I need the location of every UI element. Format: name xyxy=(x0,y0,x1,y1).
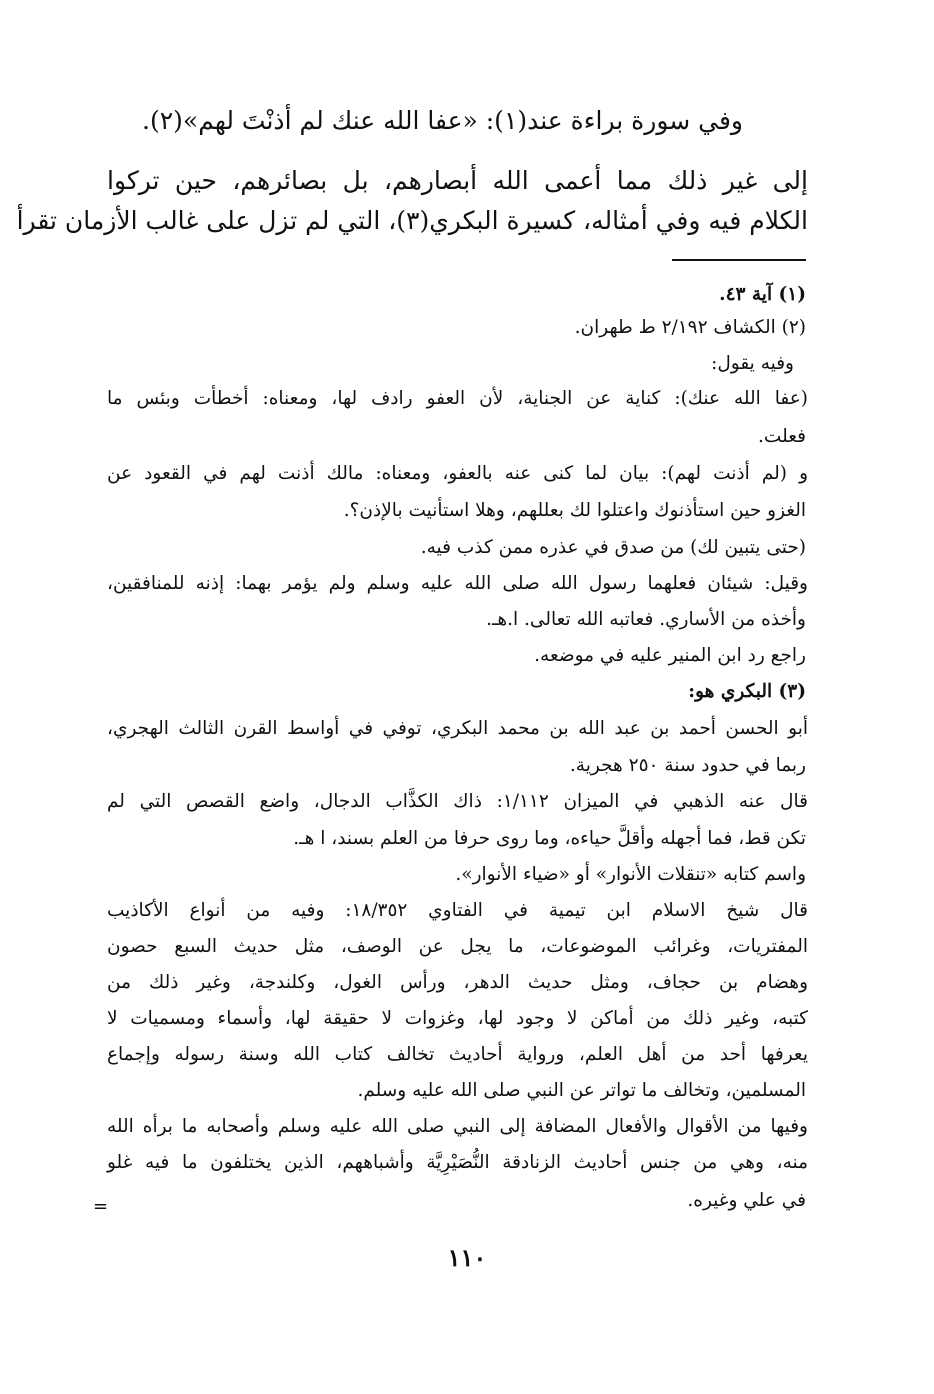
footnote-line: قال شيخ الاسلام ابن تيمية في الفتاوي ١٨/٣٥٢: وفيه من أنواع الأكاذيب xyxy=(107,900,808,921)
footnote-line: (١) آية ٤٣. xyxy=(719,284,806,305)
footnote-line: وفيها من الأقوال والأفعال المضافة إلى النبي صلى الله عليه وسلم وأصحابه ما برأه الله xyxy=(107,1116,808,1137)
footnote-line: أبو الحسن أحمد بن عبد الله بن محمد البكري، توفي في أواسط القرن الثالث الهجري، xyxy=(107,718,808,739)
footnote-line: وفيه يقول: xyxy=(711,353,794,374)
footnote-line: كتبه، وغير ذلك من أماكن لا وجود لها، وغزوات لا حقيقة لها، وأسماء ومسميات لا xyxy=(107,1008,808,1029)
page-number: ١١٠ xyxy=(447,1243,487,1272)
footnote-line: وهضام بن حجاف، ومثل حديث الدهر، ورأس الغول، وكلندجة، وغير ذلك من xyxy=(107,972,808,993)
footnote-line: فعلت. xyxy=(758,426,806,447)
footnote-line: (حتى يتبين لك) من صدق في عذره ممن كذب فيه. xyxy=(420,537,806,558)
footnote-line: (٣) البكري هو: xyxy=(688,681,806,702)
footnote-line: قال عنه الذهبي في الميزان ١/١١٢: ذاك الكذَّاب الدجال، واضع القصص التي لم xyxy=(107,791,808,812)
margin-mark: = xyxy=(93,1196,109,1217)
main-text-line: إلى غير ذلك مما أعمى الله أبصارهم، بل بصائرهم، حين تركوا xyxy=(107,166,808,195)
footnote-line: يعرفها أحد من أهل العلم، ورواية أحاديث تخالف كتاب الله وسنة رسوله وإجماع xyxy=(107,1044,808,1065)
footnote-line: وقيل: شيئان فعلهما رسول الله صلى الله عليه وسلم ولم يؤمر بهما: إذنه للمنافقين، xyxy=(107,573,808,594)
footnote-line: وأخذه من الأساري. فعاتبه الله تعالى. ا.هـ. xyxy=(486,609,806,630)
footnote-line: منه، وهي من جنس أحاديث الزنادقة النُّصَيْرِيَّة وأشباههم، الذين يختلفون ما فيه غلو xyxy=(107,1152,808,1173)
footnote-line: المسلمين، وتخالف ما تواتر عن النبي صلى الله عليه وسلم. xyxy=(357,1080,806,1101)
footnote-line: (٢) الكشاف ٢/١٩٢ ط طهران. xyxy=(574,317,806,338)
footnote-line: المفتريات، وغرائب الموضوعات، ما يجل عن الوصف، مثل حديث السبع حصون xyxy=(107,936,808,957)
footnote-line: تكن قط، فما أجهله وأقلَّ حياءه، وما روى حرفا من العلم بسند، ا هـ. xyxy=(293,828,806,849)
footnote-line: و (لم أذنت لهم): بيان لما كنى عنه بالعفو، ومعناه: مالك أذنت لهم في القعود عن xyxy=(107,463,808,484)
main-text-line: الكلام فيه وفي أمثاله، كسيرة البكري(٣)، التي لم تزل على غالب الأزمان تقرأ xyxy=(16,206,808,235)
footnote-line: ربما في حدود سنة ٢٥٠ هجرية. xyxy=(569,755,806,776)
footnote-line: واسم كتابه «تنقلات الأنوار» أو «ضياء الأنوار». xyxy=(455,864,806,885)
footnote-line: (عفا الله عنك): كناية عن الجناية، لأن العفو رادف لها، ومعناه: أخطأت وبئس ما xyxy=(107,388,808,409)
footnote-line: في علي وغيره. xyxy=(687,1190,806,1211)
footnote-line: راجع رد ابن المنير عليه في موضعه. xyxy=(534,645,806,666)
footnote-separator xyxy=(672,259,806,261)
main-text-line: وفي سورة براءة عند(١): «عفا الله عنك لم أذنْتَ لهم»(٢). xyxy=(142,106,743,135)
footnote-line: الغزو حين استأذنوك واعتلوا لك بعللهم، وهلا استأنيت بالإذن؟. xyxy=(343,500,806,521)
